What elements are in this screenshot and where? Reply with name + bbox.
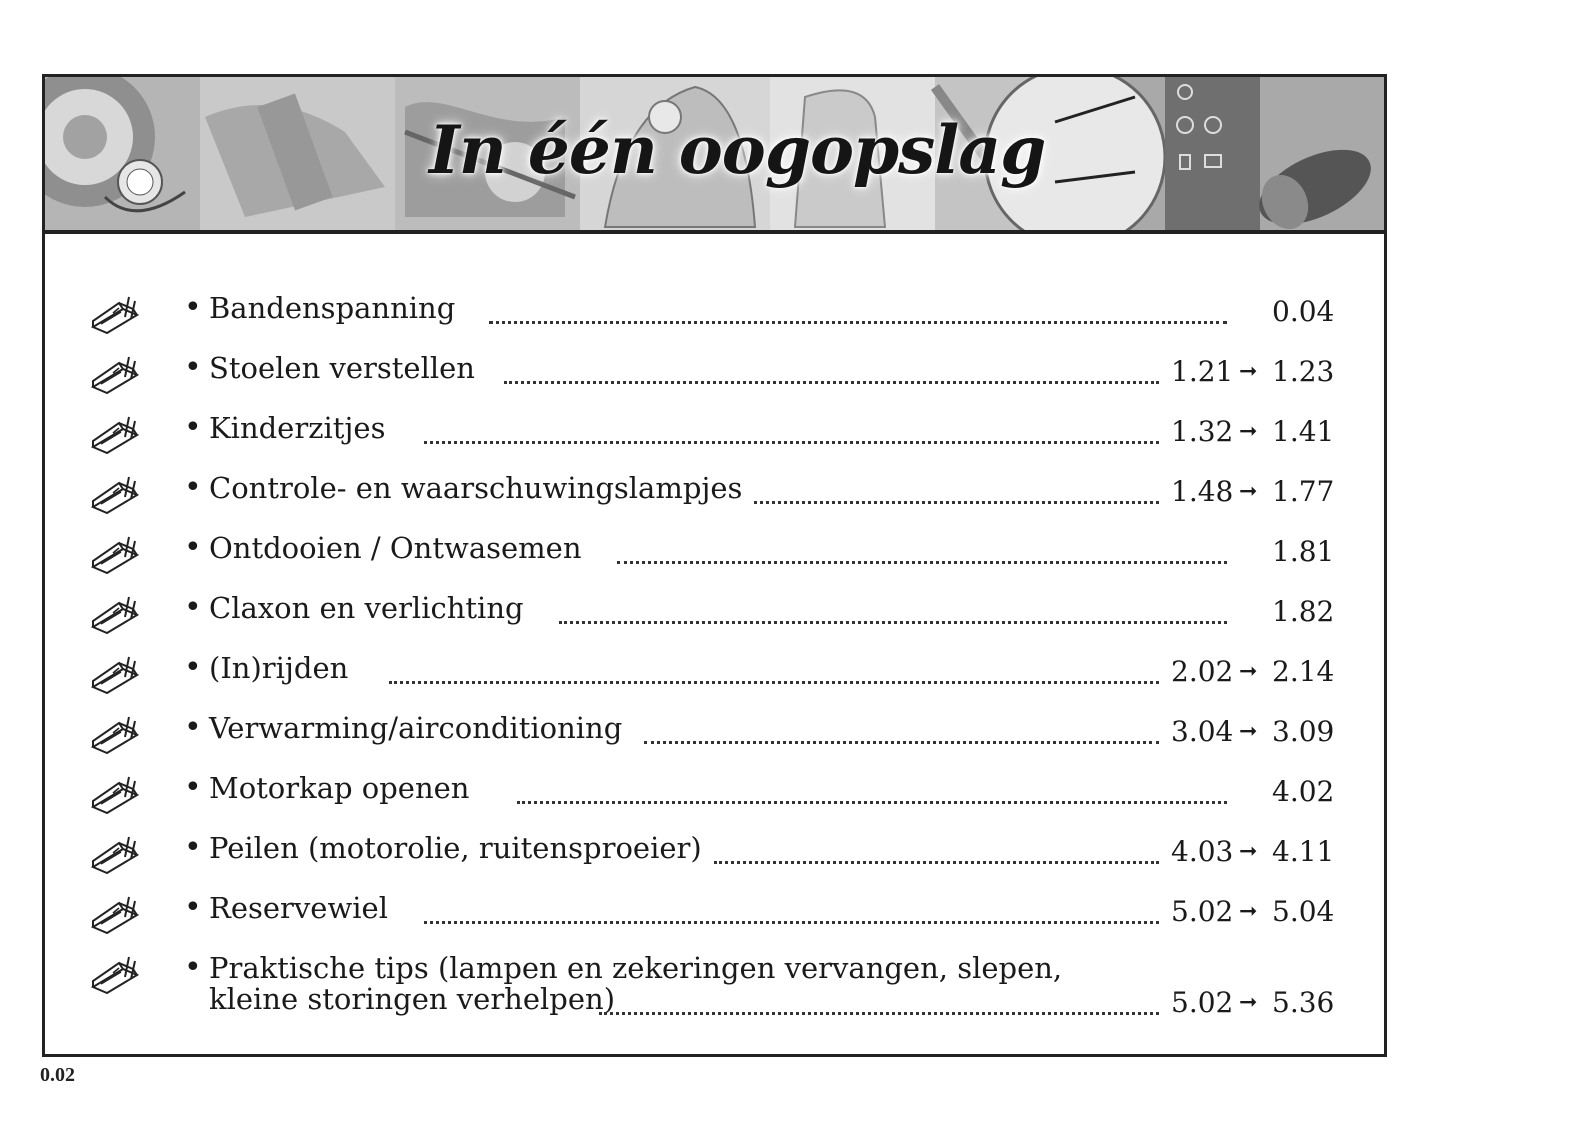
bullet: • bbox=[184, 950, 202, 985]
book-pages-icon bbox=[89, 351, 143, 395]
page-ref-to: 1.82 bbox=[1272, 595, 1335, 628]
dot-leader bbox=[424, 431, 1159, 444]
page-ref-to: 3.09 bbox=[1272, 715, 1335, 748]
page-ref-from: 3.04 bbox=[1171, 715, 1234, 748]
page-ref-to: 4.11 bbox=[1272, 835, 1335, 868]
book-pages-icon bbox=[89, 291, 143, 335]
toc-row bbox=[89, 830, 1335, 881]
bullet: • bbox=[184, 770, 202, 805]
page-ref-to: 5.04 bbox=[1272, 895, 1335, 928]
page-ref-from: 1.21 bbox=[1171, 355, 1234, 388]
book-pages-icon bbox=[89, 531, 143, 575]
toc-row bbox=[89, 530, 1335, 581]
toc-row bbox=[89, 890, 1335, 941]
bullet: • bbox=[184, 290, 202, 325]
toc-row bbox=[89, 410, 1335, 461]
page-ref-to: 2.14 bbox=[1272, 655, 1335, 688]
book-pages-icon bbox=[89, 651, 143, 695]
dot-leader bbox=[714, 851, 1159, 864]
book-pages-icon bbox=[89, 471, 143, 515]
dot-leader bbox=[617, 551, 1227, 564]
page-ref-to: 1.23 bbox=[1272, 355, 1335, 388]
toc-label: Bandenspanning bbox=[209, 291, 456, 325]
page-ref-to: 0.04 bbox=[1272, 295, 1335, 328]
dot-leader bbox=[389, 671, 1159, 684]
page-ref-from: 5.02 bbox=[1171, 895, 1234, 928]
toc-label-continued: kleine storingen verhelpen) bbox=[209, 982, 616, 1016]
range-arrow-icon: ➞ bbox=[1239, 839, 1258, 864]
bullet: • bbox=[184, 890, 202, 925]
page-ref-to: 1.81 bbox=[1272, 535, 1335, 568]
toc-label: Ontdooien / Ontwasemen bbox=[209, 531, 582, 565]
dot-leader bbox=[754, 491, 1159, 504]
range-arrow-icon: ➞ bbox=[1239, 659, 1258, 684]
bullet: • bbox=[184, 350, 202, 385]
book-pages-icon bbox=[89, 891, 143, 935]
toc-label: Motorkap openen bbox=[209, 771, 470, 805]
dot-leader bbox=[644, 731, 1159, 744]
bullet: • bbox=[184, 530, 202, 565]
dot-leader bbox=[517, 791, 1227, 804]
dot-leader bbox=[489, 311, 1227, 324]
toc-row bbox=[89, 950, 1335, 1019]
range-arrow-icon: ➞ bbox=[1239, 990, 1258, 1015]
book-pages-icon bbox=[89, 411, 143, 455]
toc-row bbox=[89, 290, 1335, 341]
dot-leader bbox=[559, 611, 1227, 624]
range-arrow-icon: ➞ bbox=[1239, 359, 1258, 384]
page-title: In één oogopslag bbox=[429, 111, 1046, 189]
toc-row bbox=[89, 770, 1335, 821]
dot-leader bbox=[424, 911, 1159, 924]
page-ref-from: 4.03 bbox=[1171, 835, 1234, 868]
range-arrow-icon: ➞ bbox=[1239, 899, 1258, 924]
bullet: • bbox=[184, 410, 202, 445]
toc-label: Claxon en verlichting bbox=[209, 591, 524, 625]
bullet: • bbox=[184, 650, 202, 685]
page-ref-to: 5.36 bbox=[1272, 986, 1335, 1019]
dot-leader bbox=[599, 1002, 1159, 1015]
page-number: 0.02 bbox=[40, 1064, 75, 1086]
bullet: • bbox=[184, 710, 202, 745]
toc-row bbox=[89, 470, 1335, 521]
range-arrow-icon: ➞ bbox=[1239, 479, 1258, 504]
page-ref-to: 1.41 bbox=[1272, 415, 1335, 448]
book-pages-icon bbox=[89, 951, 143, 995]
bullet: • bbox=[184, 470, 202, 505]
toc-label: Peilen (motorolie, ruitensproeier) bbox=[209, 831, 702, 865]
table-of-contents bbox=[45, 77, 1384, 1054]
overview-frame bbox=[42, 74, 1387, 1057]
dot-leader bbox=[504, 371, 1159, 384]
toc-label: Stoelen verstellen bbox=[209, 351, 475, 385]
bullet: • bbox=[184, 830, 202, 865]
book-pages-icon bbox=[89, 831, 143, 875]
book-pages-icon bbox=[89, 771, 143, 815]
page-ref-from: 1.32 bbox=[1171, 415, 1234, 448]
toc-label: Praktische tips (lampen en zekeringen vervangen, slepen, bbox=[209, 951, 1063, 985]
toc-row bbox=[89, 350, 1335, 401]
page-ref-to: 4.02 bbox=[1272, 775, 1335, 808]
book-pages-icon bbox=[89, 591, 143, 635]
page-ref-from: 5.02 bbox=[1171, 986, 1234, 1019]
range-arrow-icon: ➞ bbox=[1239, 419, 1258, 444]
page-ref-from: 2.02 bbox=[1171, 655, 1234, 688]
toc-label: Controle- en waarschuwingslampjes bbox=[209, 471, 743, 505]
toc-label: Verwarming/airconditioning bbox=[209, 711, 623, 745]
toc-label: Kinderzitjes bbox=[209, 411, 386, 445]
toc-row bbox=[89, 710, 1335, 761]
toc-row bbox=[89, 650, 1335, 701]
page-ref-from: 1.48 bbox=[1171, 475, 1234, 508]
toc-label: (In)rijden bbox=[209, 651, 349, 685]
bullet: • bbox=[184, 590, 202, 625]
toc-row bbox=[89, 590, 1335, 641]
toc-label: Reservewiel bbox=[209, 891, 388, 925]
range-arrow-icon: ➞ bbox=[1239, 719, 1258, 744]
page-ref-to: 1.77 bbox=[1272, 475, 1335, 508]
book-pages-icon bbox=[89, 711, 143, 755]
